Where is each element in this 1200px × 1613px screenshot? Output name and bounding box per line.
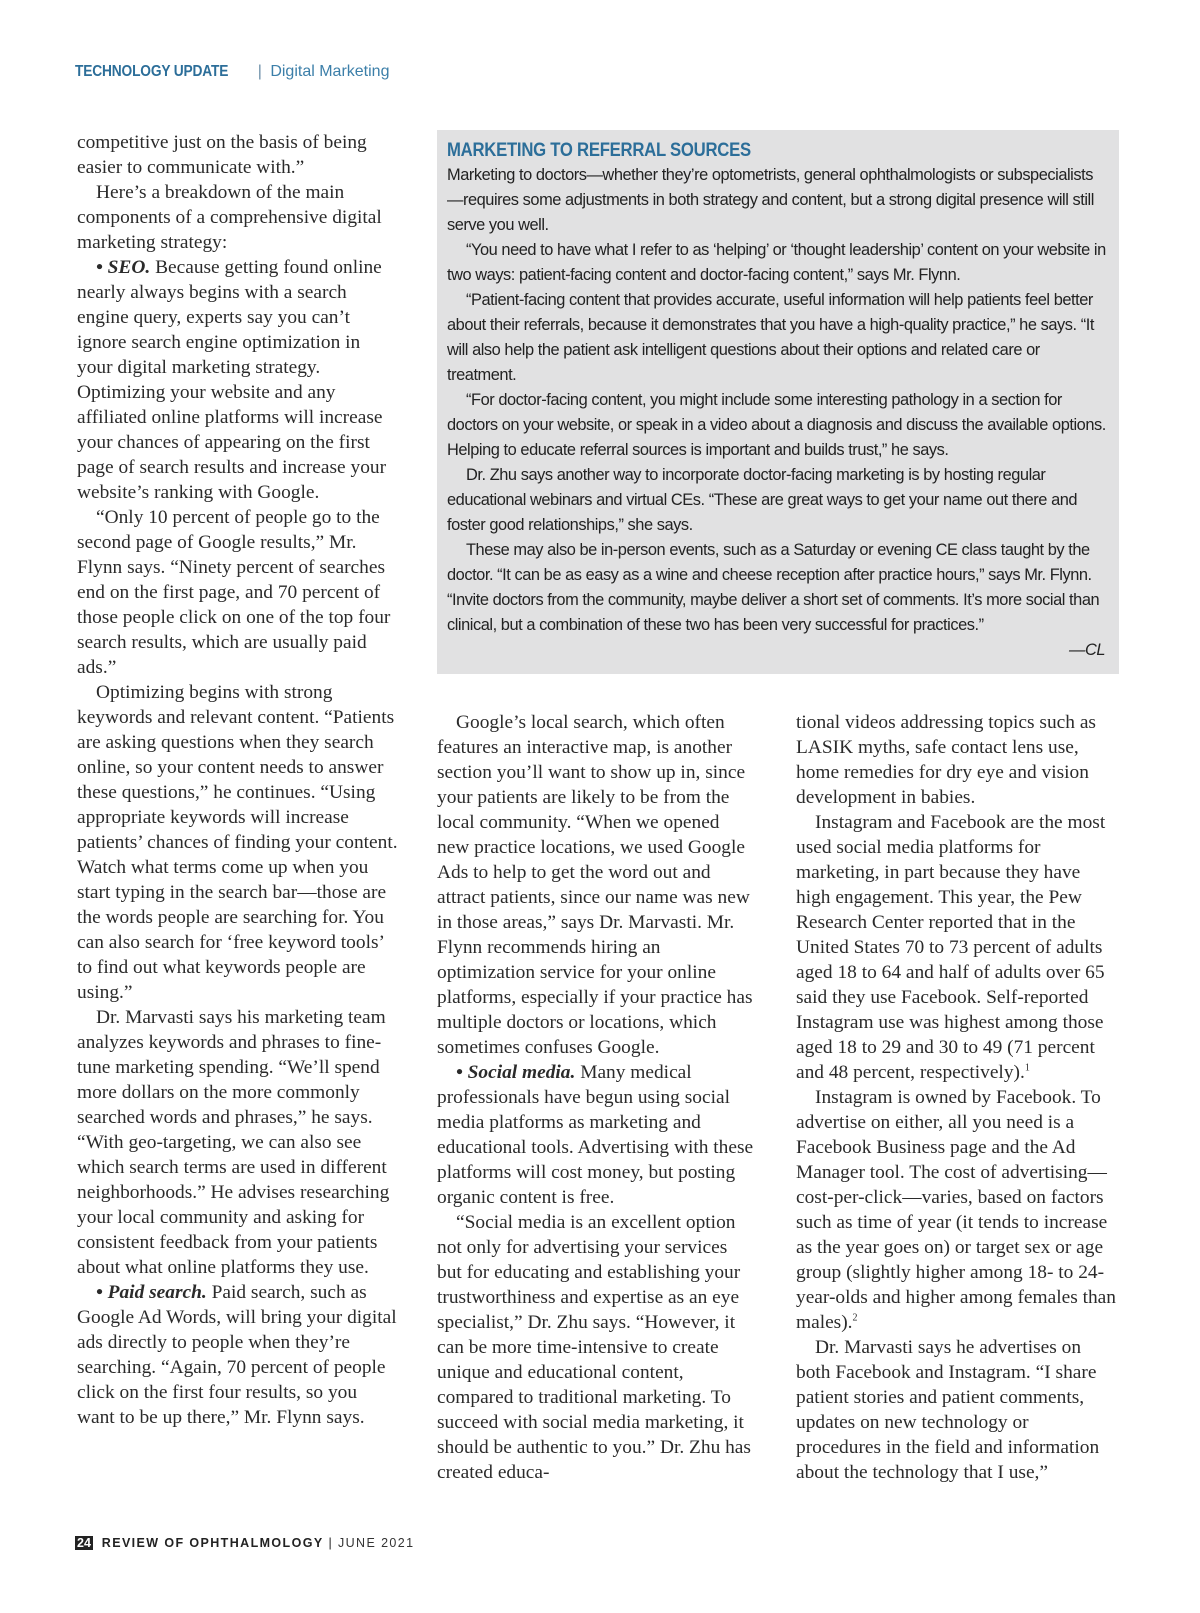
paragraph: tional videos addressing topics such as LASIK myths, safe contact lens use, home remedies for dry eye and vision development in babies. xyxy=(796,712,1096,808)
reference-marker: 1 xyxy=(1024,1062,1030,1074)
paragraph: “Social media is an excellent option not only for advertising your services but for educating and establishing your trustworthiness and expertise as an eye specialist,” Dr. Zhu says. “However, it can be more time-intensive to create unique and educational content, compared to traditional marketing. To succeed with social media marketing, it should be authentic to you.” Dr. Zhu has created educa- xyxy=(437,1212,751,1483)
subhead-seo: • SEO. xyxy=(96,257,151,278)
subhead-social-media: • Social media. xyxy=(456,1062,576,1083)
subhead-paid-search: • Paid search. xyxy=(96,1282,207,1303)
paragraph-seo xyxy=(77,255,399,505)
page-footer xyxy=(75,1536,415,1550)
paragraph-text: Instagram is owned by Facebook. To advertise on either, all you need is a Facebook Business page and the Ad Manager tool. The cost of advertising—cost-per-click—varies, based on factors such as time of year (it tends to increase as the year goes on) or target sex or age group (slightly higher among 18- to 24-year-olds and higher among females than males). xyxy=(796,1087,1116,1333)
magazine-title: REVIEW OF OPHTHALMOLOGY xyxy=(101,1536,324,1550)
sidebar-paragraph: Dr. Zhu says another way to incorporate doctor-facing marketing is by hosting regular educational webinars and virtual CEs. “These are great ways to get your name out there and foster good relationships,” she says. xyxy=(447,466,1078,534)
sidebar-paragraph: Marketing to doctors—whether they’re optometrists, general ophthalmologists or subspecialists—requires some adjustments in both strategy and content, but a strong digital presence will still serve you well. xyxy=(447,166,1094,234)
sidebar-title: MARKETING TO REFERRAL SOURCES xyxy=(447,140,751,161)
paragraph: “Only 10 percent of people go to the second page of Google results,” Mr. Flynn says. “Ninety percent of searches end on the first page, and 70 percent of those people click on one of the top four search results, which are usually paid ads.” xyxy=(77,507,391,678)
reference-marker: 2 xyxy=(852,1312,858,1324)
header-separator: | xyxy=(257,63,262,80)
sidebar-box xyxy=(437,130,1119,674)
paragraph: Dr. Marvasti says he advertises on both Facebook and Instagram. “I share patient stories and patient comments, updates on new technology or procedures in the field and information about the technology that I use,” xyxy=(796,1337,1100,1483)
paragraph: Optimizing begins with strong keywords and relevant content. “Patients are asking questions when they search online, so your content needs to answer these questions,” he continues. “Using appropriate keywords will increase patients’ chances of finding your content. Watch what terms come up when you start typing in the search bar—those are the words people are searching for. You can also search for ‘free keyword tools’ to find out what keywords people are using.” xyxy=(77,682,398,1003)
paragraph xyxy=(796,1085,1118,1335)
paragraph: Dr. Marvasti says his marketing team analyzes keywords and phrases to fine-tune marketing spending. “We’ll spend more dollars on the more commonly searched words and phrases,” he says. “With geo-targeting, we can also see which search terms are used in different neighborhoods.” He advises researching your local community and asking for consistent feedback from your patients about what online platforms they use. xyxy=(77,1007,390,1278)
paragraph-text: Instagram and Facebook are the most used social media platforms for marketing, in part because they have high engagement. This year, the Pew Research Center reported that in the United States 70 to 73 percent of adults aged 18 to 64 and half of adults over 65 said they use Facebook. Self-reported Instagram use was highest among those aged 18 to 29 and 30 to 49 (71 percent and 48 percent, respectively). xyxy=(796,812,1106,1083)
page-number: 24 xyxy=(77,1536,91,1550)
article-column-1 xyxy=(77,130,399,1430)
issue-date: JUNE 2021 xyxy=(337,1536,415,1550)
section-label: TECHNOLOGY UPDATE xyxy=(75,63,229,80)
sidebar-paragraph: These may also be in-person events, such as a Saturday or evening CE class taught by the doctor. “It can be as easy as a wine and cheese reception after practice hours,” says Mr. Flynn. “Invite doctors from the community, maybe deliver a short set of comments. It’s more social than clinical, but a combination of these two has been very successful for practices.” xyxy=(447,541,1100,634)
sidebar-paragraph: “For doctor-facing content, you might include some interesting pathology in a section for doctors on your website, or speak in a video about a diagnosis and discuss the available options. Helping to educate referral sources is important and builds trust,” he says. xyxy=(447,391,1106,459)
paragraph: Google’s local search, which often features an interactive map, is another section you’ll want to show up in, since your patients are likely to be from the local community. “When we opened new practice locations, we used Google Ads to help to get the word out and attract patients, since our name was new in those areas,” says Dr. Marvasti. Mr. Flynn recommends hiring an optimization service for your online platforms, especially if your practice has multiple doctors or locations, which sometimes confuses Google. xyxy=(437,712,753,1058)
topic-label: Digital Marketing xyxy=(270,63,390,80)
paragraph: Here’s a breakdown of the main components of a comprehensive digital marketing strategy: xyxy=(77,182,382,253)
sidebar-paragraph: “You need to have what I refer to as ‘helping’ or ‘thought leadership’ content on your website in two ways: patient-facing content and doctor-facing content,” says Mr. Flynn. xyxy=(447,241,1106,284)
sidebar-byline: —CL xyxy=(1069,641,1105,659)
article-column-2 xyxy=(437,710,755,1485)
article-column-3 xyxy=(796,710,1118,1485)
running-header xyxy=(75,63,389,81)
sidebar-paragraph: “Patient-facing content that provides accurate, useful information will help patients feel better about their referrals, because it demonstrates that you have a high-quality practice,” he says. “It will also help the patient ask intelligent questions about their options and related care or treatment. xyxy=(447,291,1094,384)
paragraph-paid-search xyxy=(77,1280,399,1430)
paragraph-text: Many medical professionals have begun using social media platforms as marketing and educational tools. Advertising with these platforms will cost money, but posting organic content is free. xyxy=(437,1062,754,1208)
paragraph-text: Paid search, such as Google Ad Words, will bring your digital ads directly to people when they’re searching. “Again, 70 percent of people click on the first four results, so you want to be up there,” Mr. Flynn says. xyxy=(77,1282,397,1428)
footer-separator: | xyxy=(328,1536,334,1550)
paragraph: competitive just on the basis of being easier to communicate with.” xyxy=(77,132,367,178)
paragraph-text: Because getting found online nearly always begins with a search engine query, experts say you can’t ignore search engine optimization in your digital marketing strategy. Optimizing your website and any affiliated online platforms will increase your chances of appearing on the first page of search results and increase your website’s ranking with Google. xyxy=(77,257,387,503)
paragraph-social-media xyxy=(437,1060,755,1210)
paragraph xyxy=(796,810,1118,1085)
